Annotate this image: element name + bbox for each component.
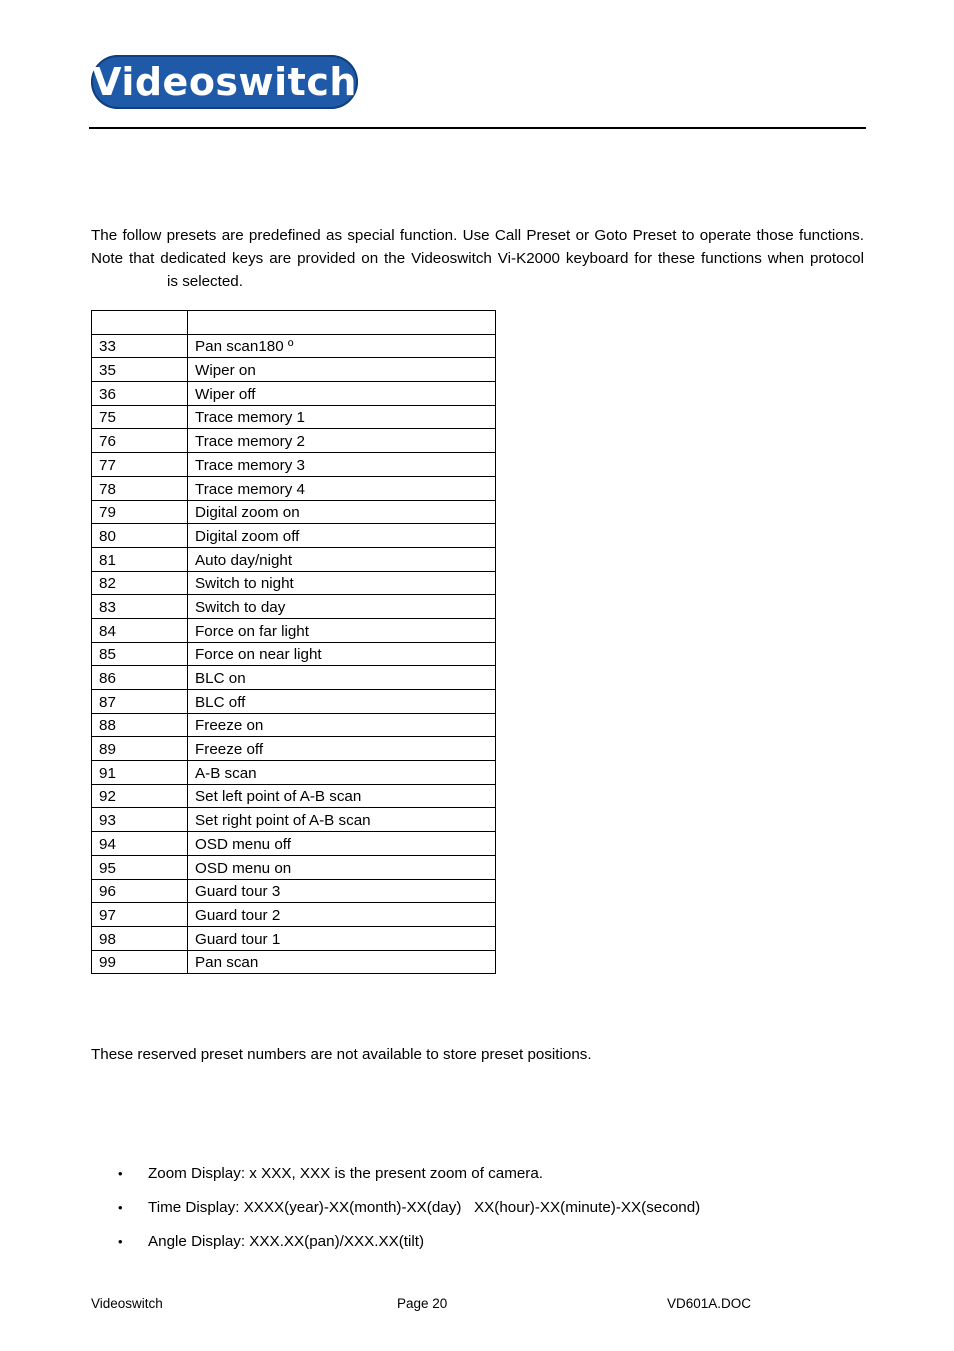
- preset-function-cell: BLC off: [188, 690, 496, 714]
- table-header-row: [92, 311, 496, 335]
- footer-page-number: Page 20: [397, 1296, 448, 1311]
- list-item-text: Time Display: XXXX(year)-XX(month)-XX(day) XX(hour)-XX(minute)-XX(second): [148, 1199, 701, 1216]
- table-row: [92, 595, 496, 619]
- preset-number-cell: 98: [92, 926, 188, 950]
- preset-number-cell: 80: [92, 524, 188, 548]
- list-item-text: Zoom Display: x XXX, XXX is the present zoom of camera.: [148, 1165, 544, 1182]
- preset-number-cell: 87: [92, 690, 188, 714]
- intro-text-part1: The follow presets are predefined as special function. Use Call Preset or Goto Preset to operate those functions. Note that dedicated keys are provided on the Videoswitch Vi-K2000 keyboard for these functions when protocol: [91, 227, 864, 267]
- table-row: [92, 524, 496, 548]
- table-row: [92, 453, 496, 477]
- table-row: [92, 500, 496, 524]
- preset-number-cell: 95: [92, 855, 188, 879]
- preset-number-cell: 75: [92, 405, 188, 429]
- preset-number-cell: 84: [92, 618, 188, 642]
- table-row: [92, 926, 496, 950]
- preset-number-cell: 85: [92, 642, 188, 666]
- videoswitch-logo: [91, 55, 358, 109]
- table-row: [92, 571, 496, 595]
- reserved-note: These reserved preset numbers are not available to store preset positions.: [91, 1046, 592, 1063]
- preset-function-cell: A-B scan: [188, 761, 496, 785]
- preset-number-cell: 83: [92, 595, 188, 619]
- table-row: [92, 761, 496, 785]
- preset-function-cell: OSD menu on: [188, 855, 496, 879]
- table-row: [92, 713, 496, 737]
- table-row: [92, 950, 496, 974]
- list-item: [91, 1162, 700, 1196]
- table-row: [92, 784, 496, 808]
- preset-function-cell: OSD menu off: [188, 832, 496, 856]
- bullet-icon: •: [118, 1166, 123, 1181]
- preset-number-cell: 89: [92, 737, 188, 761]
- preset-number-cell: 93: [92, 808, 188, 832]
- bullet-icon: •: [118, 1234, 123, 1249]
- preset-number-cell: 92: [92, 784, 188, 808]
- preset-function-cell: Pan scan180 º: [188, 334, 496, 358]
- preset-function-cell: Trace memory 1: [188, 405, 496, 429]
- preset-table: [91, 310, 496, 974]
- preset-number-cell: 99: [92, 950, 188, 974]
- preset-number-cell: 78: [92, 476, 188, 500]
- header-rule: [89, 127, 866, 129]
- preset-number-cell: 76: [92, 429, 188, 453]
- table-row: [92, 642, 496, 666]
- preset-function-cell: Switch to night: [188, 571, 496, 595]
- preset-function-cell: Auto day/night: [188, 547, 496, 571]
- preset-function-cell: Guard tour 3: [188, 879, 496, 903]
- preset-function-cell: Switch to day: [188, 595, 496, 619]
- preset-number-cell: 81: [92, 547, 188, 571]
- preset-function-cell: Digital zoom off: [188, 524, 496, 548]
- table-row: [92, 737, 496, 761]
- preset-function-cell: Freeze off: [188, 737, 496, 761]
- table-row: [92, 690, 496, 714]
- logo-text: Videoswitch: [92, 60, 357, 104]
- osd-display-list: [91, 1162, 700, 1264]
- table-row: [92, 808, 496, 832]
- preset-number-cell: 77: [92, 453, 188, 477]
- preset-function-cell: Guard tour 1: [188, 926, 496, 950]
- table-row: [92, 334, 496, 358]
- preset-function-cell: Guard tour 2: [188, 903, 496, 927]
- footer-left: Videoswitch: [91, 1296, 163, 1311]
- table-row: [92, 547, 496, 571]
- preset-function-cell: Wiper on: [188, 358, 496, 382]
- preset-table-body: [92, 311, 496, 974]
- preset-function-cell: Force on near light: [188, 642, 496, 666]
- preset-function-cell: Set left point of A-B scan: [188, 784, 496, 808]
- header-cell-number: [92, 311, 188, 335]
- preset-number-cell: 35: [92, 358, 188, 382]
- preset-function-cell: Trace memory 4: [188, 476, 496, 500]
- preset-function-cell: Trace memory 2: [188, 429, 496, 453]
- preset-number-cell: 88: [92, 713, 188, 737]
- list-item-text: Angle Display: XXX.XX(pan)/XXX.XX(tilt): [148, 1233, 425, 1250]
- preset-function-cell: Set right point of A-B scan: [188, 808, 496, 832]
- bullet-icon: •: [118, 1200, 123, 1215]
- table-row: [92, 618, 496, 642]
- preset-function-cell: Wiper off: [188, 382, 496, 406]
- preset-function-cell: BLC on: [188, 666, 496, 690]
- preset-number-cell: 91: [92, 761, 188, 785]
- table-row: [92, 903, 496, 927]
- preset-function-cell: Trace memory 3: [188, 453, 496, 477]
- list-item: [91, 1196, 700, 1230]
- preset-number-cell: 79: [92, 500, 188, 524]
- list-item: [91, 1230, 700, 1264]
- preset-number-cell: 82: [92, 571, 188, 595]
- preset-function-cell: Force on far light: [188, 618, 496, 642]
- preset-function-cell: Pan scan: [188, 950, 496, 974]
- table-row: [92, 405, 496, 429]
- preset-number-cell: 97: [92, 903, 188, 927]
- preset-function-cell: Freeze on: [188, 713, 496, 737]
- table-row: [92, 476, 496, 500]
- table-row: [92, 855, 496, 879]
- preset-number-cell: 36: [92, 382, 188, 406]
- table-row: [92, 832, 496, 856]
- intro-paragraph: [91, 224, 864, 293]
- footer-doc-name: VD601A.DOC: [667, 1296, 752, 1311]
- header-cell-function: [188, 311, 496, 335]
- preset-number-cell: 94: [92, 832, 188, 856]
- table-row: [92, 879, 496, 903]
- table-row: [92, 429, 496, 453]
- preset-number-cell: 86: [92, 666, 188, 690]
- intro-text-part2: is selected.: [167, 273, 243, 290]
- table-row: [92, 666, 496, 690]
- preset-number-cell: 33: [92, 334, 188, 358]
- preset-number-cell: 96: [92, 879, 188, 903]
- table-row: [92, 358, 496, 382]
- table-row: [92, 382, 496, 406]
- preset-function-cell: Digital zoom on: [188, 500, 496, 524]
